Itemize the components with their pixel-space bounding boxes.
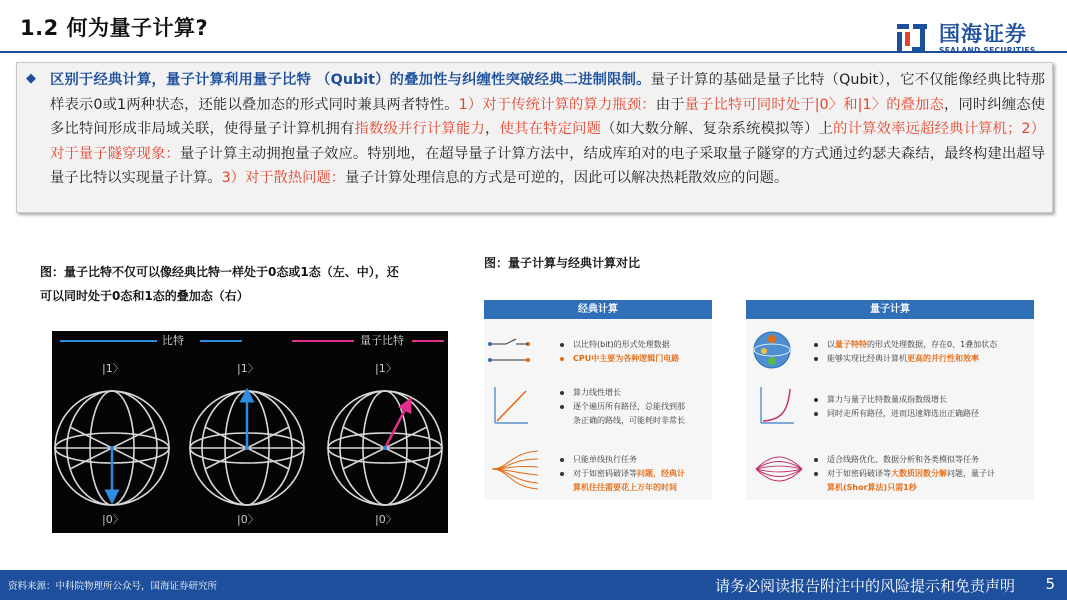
disclaimer-text: 请务必阅读报告附注中的风险提示和免责声明: [714, 577, 1015, 595]
bloch-sphere-figure: [52, 331, 448, 533]
quantum-header: 量子计算: [746, 300, 1034, 319]
quantum-row-2: 算力与量子比特数量成指数级增长 同时走所有路径，进而迅速筛选出正确路径: [814, 393, 979, 421]
parallel-path-icon: [752, 447, 806, 491]
classical-row-3: 只能单线执行任务 对于如密码破译等问题，经典计 算机往往需要花上万年的时间: [560, 453, 685, 495]
linear-growth-icon: [492, 385, 530, 427]
header-divider: [0, 51, 1067, 53]
source-note: 资料来源：中科院物理所公众号，国海证券研究所: [8, 581, 218, 592]
legend-label-qubit: 量子比特: [360, 334, 404, 347]
footer-bar: [0, 570, 1067, 600]
quantum-row-3: 适合线路优化、数据分析和各类模拟等任务 对于如密码破译等大数质因数分解问题，量子计 算机(Shor算法)只需1秒: [814, 453, 995, 495]
logo-chinese-name: 国海证券: [939, 22, 1027, 46]
classical-row-2: 算力线性增长 逐个遍历所有路径，总能找到那 条正确的路线，可能耗时非常长: [560, 386, 685, 428]
ket-1-label: |1〉: [237, 362, 259, 375]
ket-1-label: |1〉: [375, 362, 397, 375]
figure-caption-right: 图：量子计算与经典计算对比: [484, 256, 641, 270]
classical-header: 经典计算: [484, 300, 712, 319]
comparison-figure: [484, 297, 1036, 503]
page-title: 1.2 何为量子计算?: [20, 16, 209, 40]
summary-lead: 区别于经典计算，量子计算利用量子比特 （Qubit）的叠加性与纠缠性突破经典二进制限制。: [50, 72, 651, 88]
single-path-icon: [488, 447, 542, 491]
qubit-sphere-icon: [750, 329, 794, 371]
legend-label-bit: 比特: [162, 334, 184, 347]
summary-paragraph: 区别于经典计算，量子计算利用量子比特 （Qubit）的叠加性与纠缠性突破经典二进制限制。量子计算的基础是量子比特（Qubit），它不仅能像经典比特那样表示0或1两种状态，还能以叠加态的形式同时兼具两者特性。1）对于传统计算的算力瓶颈：由于量子比特可同时处于|0〉和|1〉的叠加态，同时纠缠态使多比特间形成非局域关联，使得量子计算机拥有指数级并行计算能力，使其在特定问题（如大数分解、复杂系统模拟等）上的计算效率远超经典计算机；2）对于量子隧穿现象：量子计算主动拥抱量子效应。特别地，在超导量子计算方法中，结成库珀对的电子采取量子隧穿的方式通过约瑟夫森结，最终构建出超导量子比特以实现量子计算。3）对于散热问题：量子计算处理信息的方式是可逆的，因此可以解决热耗散效应的问题。: [50, 72, 1046, 187]
diamond-bullet-icon: ◆: [26, 71, 36, 86]
page-number: 5: [1045, 575, 1055, 593]
summary-box: [16, 62, 1053, 213]
classical-row-1: 以比特(bit)的形式处理数据 CPU中主要为各种逻辑门电路: [560, 338, 679, 366]
figure-caption-left: 图：量子比特不仅可以像经典比特一样处于0态或1态（左、中），还 可以同时处于0态和1态的叠加态（右）: [40, 265, 399, 303]
ket-0-label: |0〉: [102, 513, 124, 526]
quantum-row-1: 以量子特特的形式处理数据，存在0、1叠加状态 能够实现比经典计算机更高的并行性和效率: [814, 338, 997, 366]
ket-0-label: |0〉: [375, 513, 397, 526]
ket-0-label: |0〉: [237, 513, 259, 526]
ket-1-label: |1〉: [102, 362, 124, 375]
exponential-growth-icon: [758, 385, 796, 427]
logic-gate-icon: [486, 333, 536, 369]
